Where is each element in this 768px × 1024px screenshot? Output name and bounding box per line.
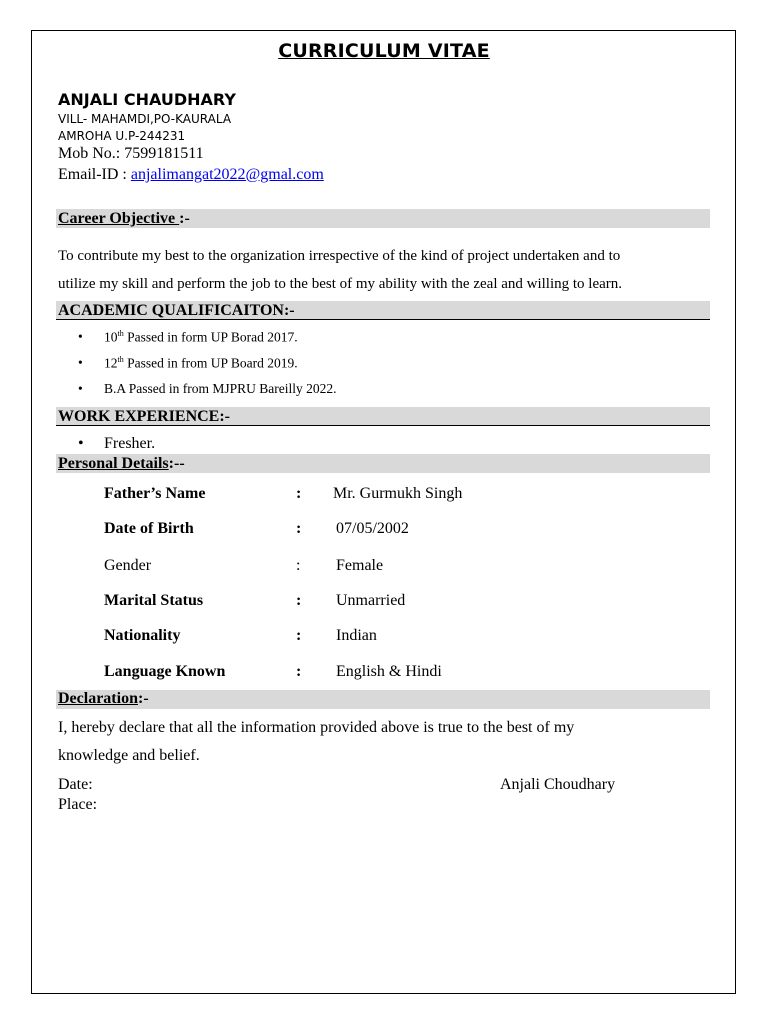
personal-row-value: 07/05/2002	[336, 520, 409, 537]
personal-row-label: Father’s Name	[104, 485, 206, 502]
email-line	[58, 166, 324, 184]
academic-item-text	[104, 355, 298, 372]
personal-row-colon: :	[296, 520, 302, 537]
declaration-band	[56, 690, 710, 709]
personal-row-label: Date of Birth	[104, 520, 194, 537]
personal-details-heading	[58, 455, 185, 473]
candidate-name: ANJALI CHAUDHARY	[58, 90, 236, 109]
academic-item-text: B.A Passed in from MJPRU Bareilly 2022.	[104, 381, 337, 396]
career-objective-line-2: utilize my skill and perform the job to the best of my ability with the zeal and willing to learn.	[58, 276, 623, 292]
academic-item-num: 10	[104, 329, 118, 345]
academic-heading: ACADEMIC QUALIFICAITON:-	[58, 302, 295, 319]
personal-row-colon: :	[296, 663, 302, 680]
academic-item-sup: th	[117, 355, 124, 364]
declaration-heading-suffix: :-	[137, 690, 149, 707]
bullet-icon: •	[78, 381, 83, 396]
academic-item-num: 12	[104, 355, 118, 371]
academic-item-sup: th	[117, 329, 124, 338]
career-objective-heading-suffix: :-	[179, 210, 190, 227]
personal-row-value: Indian	[336, 627, 377, 644]
work-experience-item-text: Fresher.	[104, 435, 156, 452]
declaration-line-2: knowledge and belief.	[58, 747, 200, 764]
bullet-icon: •	[78, 355, 83, 370]
personal-row-label: Gender	[104, 557, 152, 574]
personal-row-label: Marital Status	[104, 592, 204, 609]
academic-item-desc: Passed in form UP Borad 2017.	[123, 329, 298, 345]
place-label: Place:	[58, 796, 98, 813]
career-objective-line-1: To contribute my best to the organization irrespective of the kind of project undertaken and to	[58, 248, 621, 264]
address-line-2: AMROHA U.P-244231	[58, 129, 186, 143]
personal-row-colon: :	[296, 592, 302, 609]
email-link[interactable]: anjalimangat2022@gmal.com	[130, 166, 324, 183]
document-title: CURRICULUM VITAE	[278, 40, 490, 62]
declaration-line-1: I, hereby declare that all the information provided above is true to the best of my	[58, 719, 575, 736]
bullet-icon: •	[78, 435, 84, 452]
declaration-heading	[58, 690, 149, 708]
date-label: Date:	[58, 776, 93, 793]
personal-row-colon: :	[296, 627, 302, 644]
academic-item-text	[104, 329, 298, 346]
declaration-heading-text: Declaration	[58, 690, 138, 707]
personal-row-value: English & Hindi	[336, 663, 442, 680]
personal-details-heading-text: Personal Details	[58, 455, 169, 472]
personal-row-colon: :	[296, 557, 301, 574]
personal-row-value: Female	[336, 557, 384, 574]
bullet-icon: •	[78, 329, 83, 344]
personal-row-label: Language Known	[104, 663, 226, 680]
mobile-line	[58, 145, 204, 163]
personal-details-heading-suffix: :--	[168, 455, 185, 472]
career-objective-heading-text: Career Objective	[58, 210, 180, 227]
mobile-number: 7599181511	[124, 145, 204, 162]
work-experience-heading: WORK EXPERIENCE:-	[58, 408, 231, 425]
personal-row-value: Unmarried	[336, 592, 406, 609]
personal-row-colon: :	[296, 485, 302, 502]
address-line-1: VILL- MAHAMDI,PO-KAURALA	[58, 112, 232, 126]
email-label: Email-ID :	[58, 166, 131, 183]
personal-row-label: Nationality	[104, 627, 181, 644]
personal-row-value: Mr. Gurmukh Singh	[333, 485, 463, 502]
signature-name: Anjali Choudhary	[500, 776, 616, 793]
career-objective-heading	[58, 210, 190, 228]
academic-item-desc: Passed in from UP Board 2019.	[123, 355, 298, 371]
mobile-label: Mob No.:	[58, 145, 125, 162]
